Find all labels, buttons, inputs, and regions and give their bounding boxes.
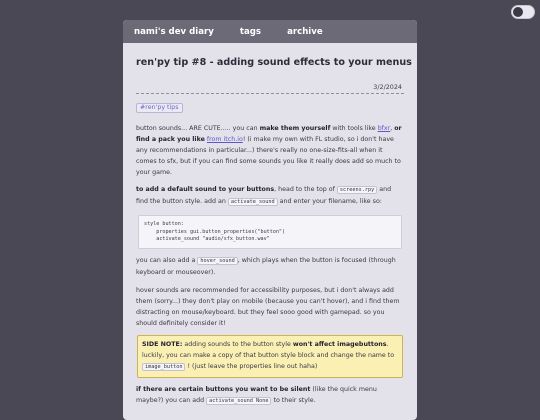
text: adding sounds to the button style (182, 340, 293, 348)
text: , (390, 125, 395, 132)
side-note (137, 335, 403, 378)
toggle-knob (513, 7, 523, 17)
post-title: ren'py tip #8 - adding sound effects to your menus (136, 57, 412, 68)
paragraph-default-sound (136, 184, 404, 208)
code-line: activate_sound "audio/sfx_button.wav" (144, 236, 270, 242)
tag-chip[interactable]: #ren'py tips (136, 103, 183, 113)
text: and find the button style. add an (136, 186, 392, 205)
inline-code: screens.rpy (337, 186, 377, 194)
text: to their style. (271, 396, 316, 404)
text: with tools like (330, 125, 378, 132)
paragraph-intro (136, 123, 404, 178)
text: , head to the top of (274, 186, 337, 193)
code-line: properties gui.button_properties("button") (144, 228, 286, 235)
text: , which plays when the button is focused (through keyboard or mouseover). (136, 256, 396, 276)
date-row (136, 83, 404, 94)
paragraph-silent-buttons (136, 384, 404, 407)
code-line: style button: (144, 221, 184, 227)
text: ! (i make my own with FL studio, so i don't have any recommendations in particular...) there's really no one-size-fits-all when it comes to sfx, but if you can find some sounds you like it really does add so much to your game. (136, 136, 401, 176)
side-note-text (142, 339, 398, 373)
post-date: 3/2/2024 (373, 83, 402, 91)
text: button sounds... ARE CUTE..... you can (136, 125, 260, 132)
bold-text: if there are certain buttons you want to be silent (136, 385, 311, 393)
bold-text: SIDE NOTE: (142, 340, 183, 348)
nav-home-link[interactable]: nami's dev diary (134, 26, 214, 37)
nav-tags-link[interactable]: tags (239, 26, 262, 37)
navbar (123, 20, 417, 43)
post-content (123, 43, 417, 407)
bold-text: to add a default sound to your buttons (136, 186, 275, 193)
bold-text: or find a pack you like (136, 125, 402, 143)
itch-io-link[interactable]: from itch.io (206, 136, 243, 143)
post-card (123, 20, 417, 420)
text: . luckily, you can make a copy of that button style block and change the name to (142, 340, 395, 359)
paragraph-hover-sound (136, 255, 404, 278)
theme-toggle[interactable] (511, 5, 535, 19)
paragraph-accessibility: hover sounds are recommended for accessibility purposes, but i don't always add them (sorry...) they don't play on mobile (because you can't hover), and i find them distracting on mouse/keyboard. but they feel sooo good with gamepad. so you should definitely consider it! (136, 286, 400, 327)
inline-code: hover_sound (197, 257, 237, 265)
text: and enter your filename, like so: (277, 198, 382, 205)
bold-text: won't affect imagebuttons (292, 340, 387, 348)
inline-code: activate_sound None (206, 397, 271, 405)
inline-code: activate_sound (228, 198, 278, 206)
text: (like the quick menu maybe?) you can add (136, 385, 377, 404)
nav-archive-link[interactable]: archive (287, 26, 323, 37)
inline-code: image_button (142, 363, 185, 371)
bfxr-link[interactable]: bfxr (377, 125, 391, 132)
text: you can also add a (136, 256, 198, 264)
code-block (138, 215, 402, 249)
text: ! (just leave the properties line out haha) (185, 362, 318, 370)
bold-text: make them yourself (259, 125, 331, 132)
